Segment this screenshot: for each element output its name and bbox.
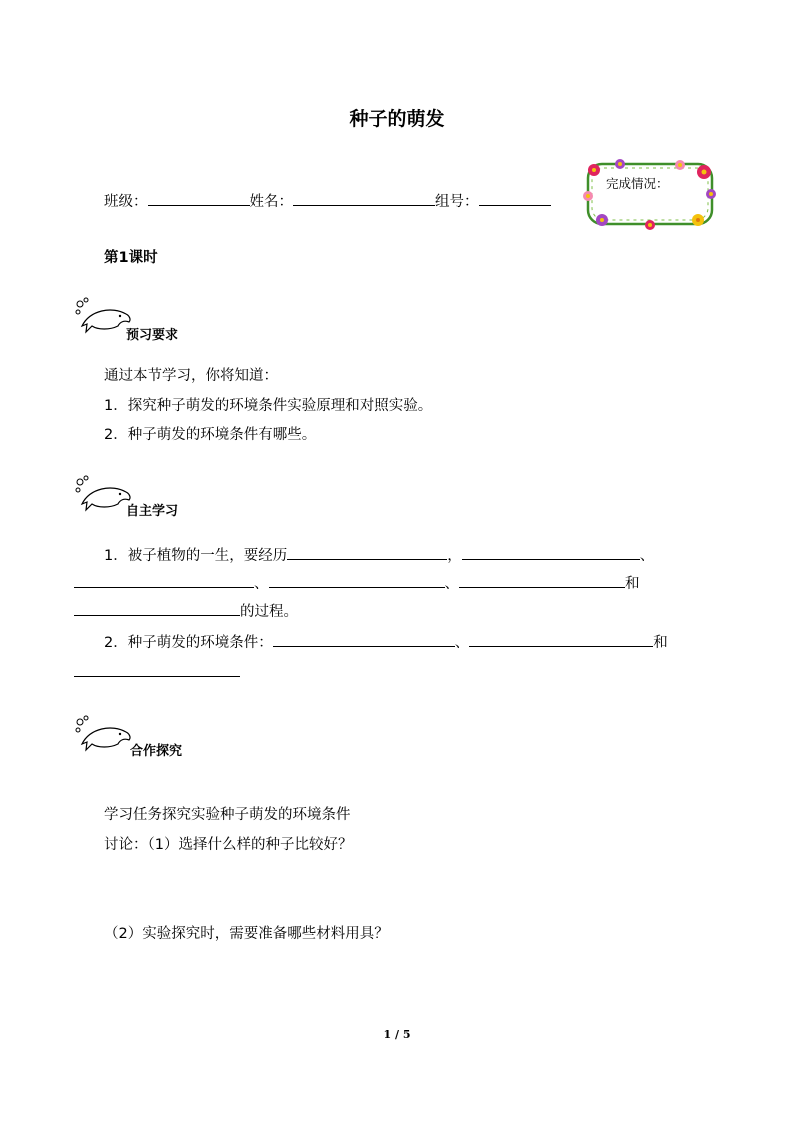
q2-blank-3[interactable] <box>74 661 240 677</box>
group-label: 组号： <box>435 194 479 210</box>
q1-dun-3: 、 <box>444 576 459 592</box>
lesson-label: 第1课时 <box>104 250 158 266</box>
q1-he: 和 <box>625 576 640 592</box>
completion-label: 完成情况： <box>606 176 669 191</box>
q1-dun-1: 、 <box>639 548 655 564</box>
cooperate-discussion-1: 讨论：（1）选择什么样的种子比较好？ <box>104 837 353 853</box>
name-blank[interactable] <box>293 190 435 206</box>
q1-blank-6[interactable] <box>74 600 240 616</box>
preview-item-1: 1．探究种子萌发的环境条件实验原理和对照实验。 <box>104 398 433 414</box>
flower-icon <box>706 189 716 199</box>
section-title-cooperate: 合作探究 <box>130 744 183 759</box>
flower-icon <box>583 191 593 201</box>
class-label: 班级： <box>104 194 148 210</box>
cooperate-task: 学习任务探究实验种子萌发的环境条件 <box>104 807 351 823</box>
flower-wreath-icon <box>580 156 720 232</box>
q1-suffix: 的过程。 <box>240 604 298 620</box>
dolphin-icon <box>74 296 134 336</box>
header-fields <box>104 190 551 212</box>
q1-blank-2[interactable] <box>462 544 640 560</box>
self-study-q2-line2 <box>74 661 240 683</box>
preview-intro: 通过本节学习，你将知道： <box>104 368 278 384</box>
q1-blank-1[interactable] <box>287 544 447 560</box>
section-title-preview: 预习要求 <box>126 328 179 343</box>
q2-he: 和 <box>653 635 668 651</box>
name-label: 姓名： <box>249 194 293 210</box>
q2-blank-2[interactable] <box>469 631 653 647</box>
flower-icon <box>697 165 711 179</box>
q2-prefix: 2．种子萌发的环境条件： <box>104 635 273 651</box>
cooperate-discussion-2: （2）实验探究时，需要准备哪些材料用具？ <box>104 926 389 942</box>
section-title-self-study: 自主学习 <box>126 504 179 519</box>
flower-icon <box>588 164 600 176</box>
q2-dun: 、 <box>454 635 470 651</box>
preview-item-2: 2．种子萌发的环境条件有哪些。 <box>104 427 317 443</box>
class-blank[interactable] <box>148 190 250 206</box>
page-title: 种子的萌发 <box>349 108 445 130</box>
flower-icon <box>692 214 704 226</box>
q1-prefix: 1．被子植物的一生，要经历 <box>104 548 288 564</box>
q1-blank-3[interactable] <box>74 572 254 588</box>
self-study-q1-line1 <box>104 544 654 566</box>
completion-wreath <box>580 156 720 232</box>
flower-icon <box>645 220 655 230</box>
q1-blank-4[interactable] <box>269 572 445 588</box>
q1-comma: ， <box>447 548 462 564</box>
self-study-q2-line1 <box>104 631 668 653</box>
q1-dun-2: 、 <box>254 576 269 592</box>
dolphin-icon <box>74 714 134 754</box>
q2-blank-1[interactable] <box>273 631 455 647</box>
self-study-q1-line3 <box>74 600 298 622</box>
self-study-q1-line2 <box>74 572 640 594</box>
flower-icon <box>596 214 608 226</box>
flower-icon <box>675 160 685 170</box>
flower-icon <box>615 159 625 169</box>
dolphin-icon <box>74 474 134 514</box>
page-number: 1 / 5 <box>383 1028 411 1041</box>
group-blank[interactable] <box>479 190 551 206</box>
q1-blank-5[interactable] <box>459 572 625 588</box>
